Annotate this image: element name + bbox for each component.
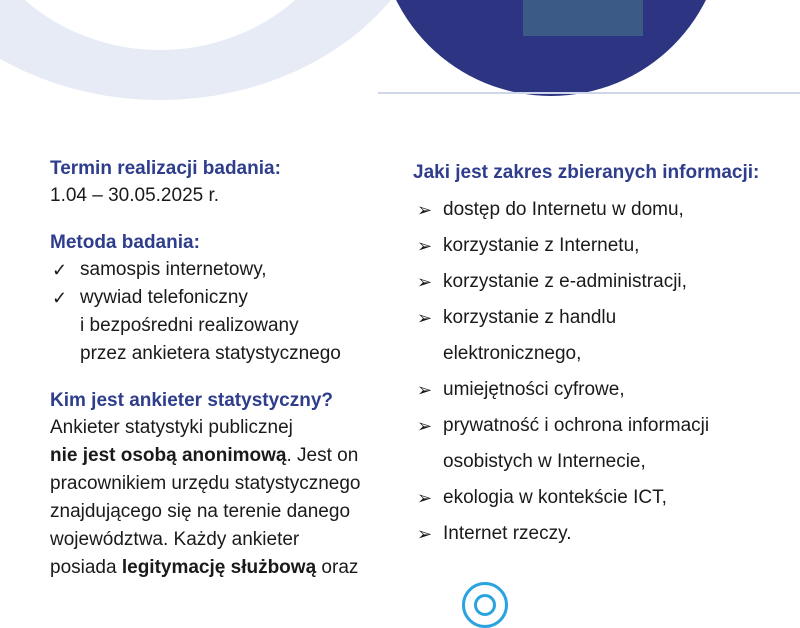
right-column [413, 160, 793, 552]
metoda-list [50, 256, 395, 368]
chevron-right-icon: ➢ [417, 308, 433, 328]
chevron-right-icon: ➢ [417, 488, 433, 508]
logo-inner-ring [474, 594, 496, 616]
checkmark-icon: ✓ [52, 288, 68, 308]
termin-value: 1.04 – 30.05.2025 r. [50, 185, 220, 206]
chevron-right-icon: ➢ [417, 416, 433, 436]
chevron-right-icon: ➢ [417, 236, 433, 256]
checkmark-icon: ✓ [52, 260, 68, 280]
list-item: ➢ dostęp do Internetu w domu, [413, 192, 793, 228]
list-item: ➢ korzystanie z Internetu, [413, 228, 793, 264]
zakres-heading: Jaki jest zakres zbieranych informacji: [413, 162, 760, 183]
chevron-right-icon: ➢ [417, 272, 433, 292]
left-column [50, 156, 395, 582]
chevron-right-icon: ➢ [417, 200, 433, 220]
chevron-right-icon: ➢ [417, 380, 433, 400]
kim-paragraph: Ankieter statystyki publicznej nie jest osobą anonimową. Jest on pracownikiem urzędu statystycznego znajdującego się na terenie danego województwa. Każdy ankieter posiada legitymację służbową oraz [50, 417, 361, 578]
list-item: ➢ prywatność i ochrona informacji osobistych w Internecie, [413, 408, 793, 480]
list-item: ➢ korzystanie z handlu elektronicznego, [413, 300, 793, 372]
divider-line [378, 92, 800, 94]
list-item: ➢ umiejętności cyfrowe, [413, 372, 793, 408]
photo-circle [378, 0, 724, 96]
person-photo [513, 0, 663, 96]
jeans [523, 0, 643, 36]
list-item: ✓ wywiad telefoniczny i bezpośredni realizowany przez ankietera statystycznego [50, 284, 395, 368]
list-item: ➢ Internet rzeczy. [413, 516, 793, 552]
list-item: ➢ korzystanie z e-administracji, [413, 264, 793, 300]
metoda-heading: Metoda badania: [50, 232, 200, 253]
list-item: ✓ samospis internetowy, [50, 256, 395, 284]
logo-icon [462, 582, 508, 628]
kim-heading: Kim jest ankieter statystyczny? [50, 390, 334, 411]
list-item: ➢ ekologia w kontekście ICT, [413, 480, 793, 516]
termin-heading: Termin realizacji badania: [50, 158, 281, 179]
chevron-right-icon: ➢ [417, 524, 433, 544]
zakres-list [413, 192, 793, 552]
